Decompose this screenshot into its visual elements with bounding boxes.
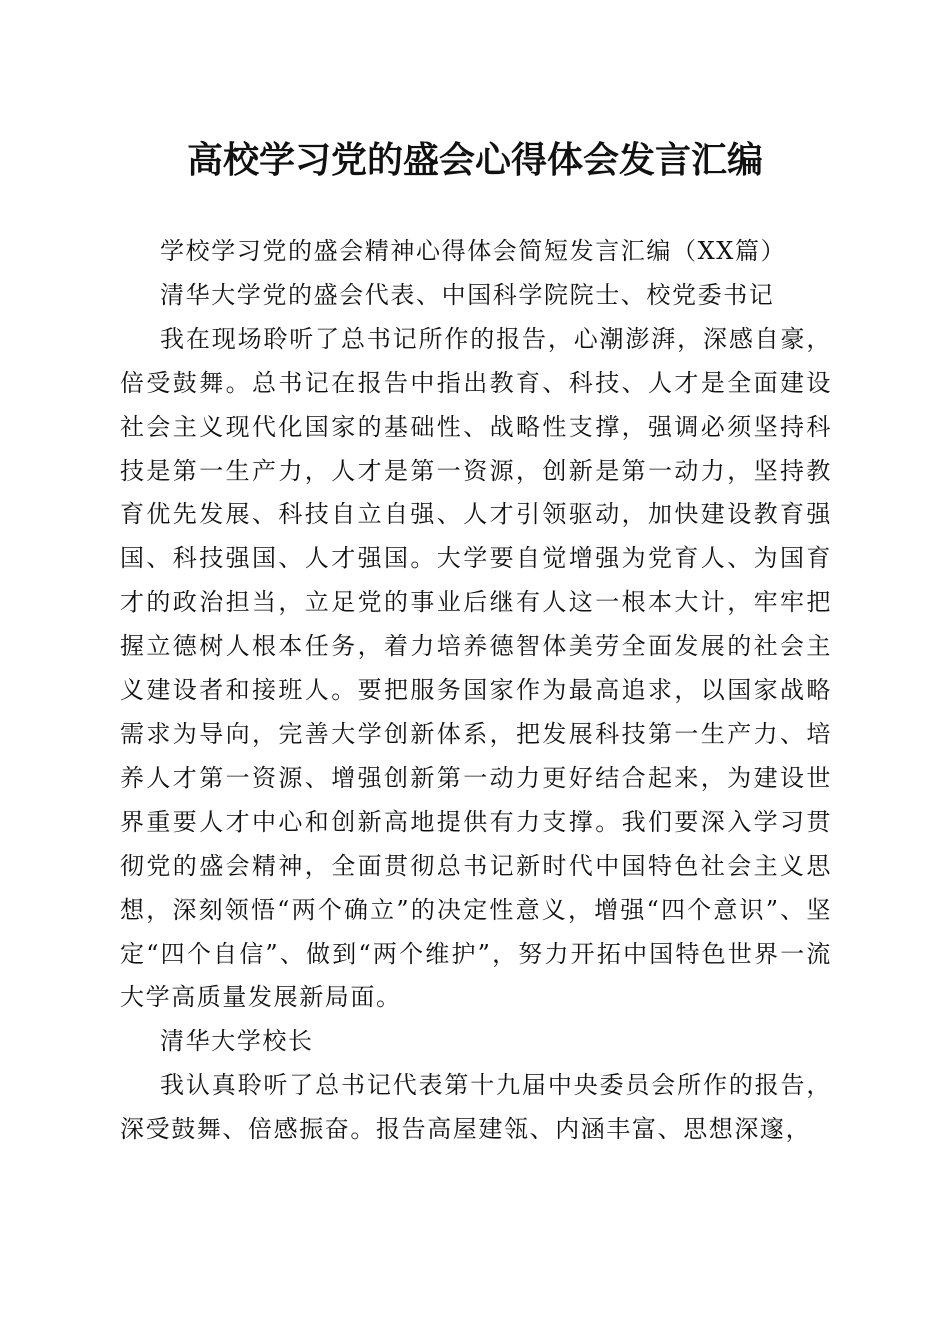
speaker-heading-1: 清华大学党的盛会代表、中国科学院院士、校党委书记 — [160, 280, 775, 309]
speech-paragraph-1: 我在现场聆听了总书记所作的报告，心潮澎湃，深感自豪，倍受鼓舞。总书记在报告中指出教育、科技、人才是全面建设社会主义现代化国家的基础性、战略性支撑，强调必须坚持科技是第一生产力，人才是第一资源，创新是第一动力，坚持教育优先发展、科技自立自强、人才引领驱动，加快建设教育强国、科技强国、人才强国。大学要自觉增强为党育人、为国育才的政治担当，立足党的事业后继有人这一根本大计，牢牢把握立德树人根本任务，着力培养德智体美劳全面发展的社会主义建设者和接班人。要把服务国家作为最高追求，以国家战略需求为导向，完善大学创新体系，把发展科技第一生产力、培养人才第一资源、增强创新第一动力更好结合起来，为建设世界重要人才中心和创新高地提供有力支撑。我们要深入学习贯彻党的盛会精神，全面贯彻总书记新时代中国特色社会主义思想，深刻领悟“两个确立”的决定性意义，增强“四个意识”、坚定“四个自信”、做到“两个维护”，努力开拓中国特色世界一流大学高质量发展新局面。 — [120, 324, 832, 1012]
speaker-heading-2: 清华大学校长 — [160, 1027, 314, 1056]
document-body — [120, 230, 832, 1152]
document-title: 高校学习党的盛会心得体会发言汇编 — [186, 139, 763, 181]
subtitle-paragraph: 学校学习党的盛会精神心得体会简短发言汇编（XX篇） — [160, 237, 787, 265]
speech-paragraph-2: 我认真聆听了总书记代表第十九届中央委员会所作的报告，深受鼓舞、倍感振奋。报告高屋建瓴、内涵丰富、思想深邃， — [120, 1071, 832, 1144]
